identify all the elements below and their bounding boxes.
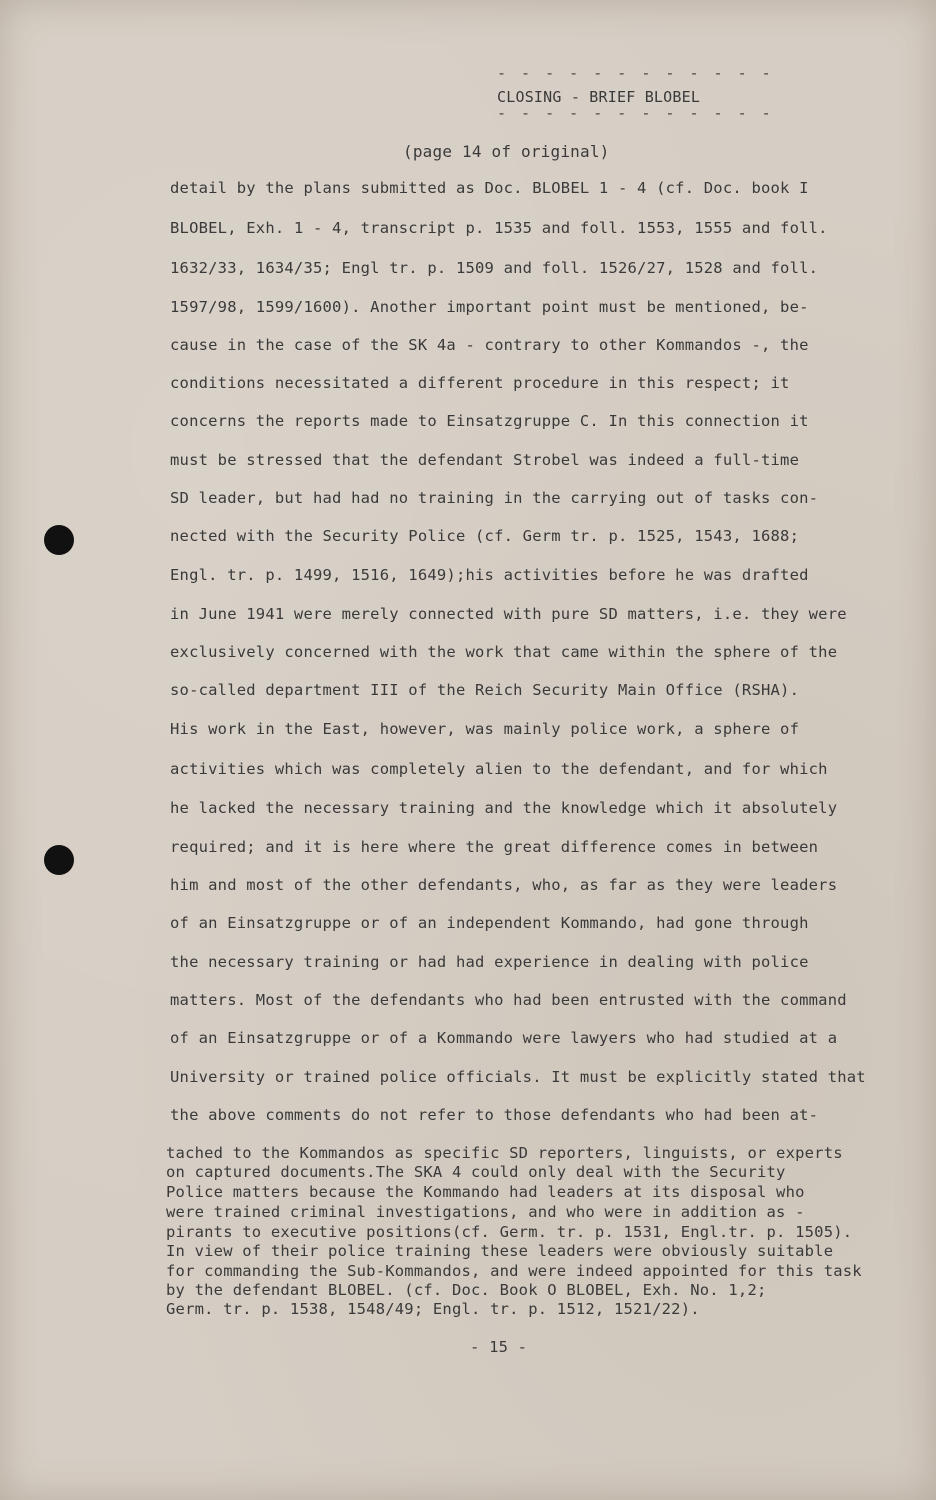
body-line: the necessary training or had had experience in dealing with police	[170, 953, 809, 971]
header-rule-top: - - - - - - - - - - - -	[497, 64, 774, 82]
body-line: were trained criminal investigations, and who were in addition as -	[166, 1203, 805, 1221]
document-title: CLOSING - BRIEF BLOBEL	[497, 88, 701, 106]
body-line: on captured documents.The SKA 4 could only deal with the Security	[166, 1163, 786, 1181]
body-line: the above comments do not refer to those defendants who had been at-	[170, 1106, 819, 1124]
body-line: concerns the reports made to Einsatzgruppe C. In this connection it	[170, 412, 809, 430]
body-line: pirants to executive positions(cf. Germ. tr. p. 1531, Engl.tr. p. 1505).	[166, 1223, 853, 1241]
body-line: matters. Most of the defendants who had been entrusted with the command	[170, 991, 847, 1009]
body-line: In view of their police training these leaders were obviously suitable	[166, 1242, 834, 1260]
punch-hole-bottom	[44, 845, 74, 875]
body-line: exclusively concerned with the work that came within the sphere of the	[170, 643, 838, 661]
body-line: required; and it is here where the great difference comes in between	[170, 838, 819, 856]
body-line: University or trained police officials. It must be explicitly stated that	[170, 1068, 866, 1086]
body-line: in June 1941 were merely connected with pure SD matters, i.e. they were	[170, 605, 847, 623]
body-line: of an Einsatzgruppe or of a Kommando were lawyers who had studied at a	[170, 1029, 838, 1047]
body-line: activities which was completely alien to the defendant, and for which	[170, 760, 828, 778]
body-line: detail by the plans submitted as Doc. BLOBEL 1 - 4 (cf. Doc. book I	[170, 179, 809, 197]
body-line: Germ. tr. p. 1538, 1548/49; Engl. tr. p. 1512, 1521/22).	[166, 1300, 700, 1318]
body-line: Police matters because the Kommando had leaders at its disposal who	[166, 1183, 805, 1201]
body-line: for commanding the Sub-Kommandos, and were indeed appointed for this task	[166, 1262, 862, 1280]
body-line: 1632/33, 1634/35; Engl tr. p. 1509 and foll. 1526/27, 1528 and foll.	[170, 259, 819, 277]
body-line: conditions necessitated a different procedure in this respect; it	[170, 374, 790, 392]
body-line: BLOBEL, Exh. 1 - 4, transcript p. 1535 and foll. 1553, 1555 and foll.	[170, 219, 828, 237]
body-line: him and most of the other defendants, who, as far as they were leaders	[170, 876, 838, 894]
header-rule-bottom: - - - - - - - - - - - -	[497, 104, 774, 122]
body-line: so-called department III of the Reich Security Main Office (RSHA).	[170, 681, 800, 699]
body-line: tached to the Kommandos as specific SD reporters, linguists, or experts	[166, 1144, 843, 1162]
body-line: by the defendant BLOBEL. (cf. Doc. Book O BLOBEL, Exh. No. 1,2;	[166, 1281, 767, 1299]
body-line: of an Einsatzgruppe or of an independent Kommando, had gone through	[170, 914, 809, 932]
body-line: SD leader, but had had no training in the carrying out of tasks con-	[170, 489, 819, 507]
body-line: 1597/98, 1599/1600). Another important point must be mentioned, be-	[170, 298, 809, 316]
body-line: Engl. tr. p. 1499, 1516, 1649);his activities before he was drafted	[170, 566, 809, 584]
body-line: cause in the case of the SK 4a - contrary to other Kommandos -, the	[170, 336, 809, 354]
body-line: he lacked the necessary training and the knowledge which it absolutely	[170, 799, 838, 817]
body-line: nected with the Security Police (cf. Germ tr. p. 1525, 1543, 1688;	[170, 527, 800, 545]
page-number: - 15 -	[470, 1338, 528, 1356]
body-line: must be stressed that the defendant Strobel was indeed a full-time	[170, 451, 800, 469]
punch-hole-top	[44, 525, 74, 555]
original-page-reference: (page 14 of original)	[403, 142, 610, 161]
body-line: His work in the East, however, was mainly police work, a sphere of	[170, 720, 800, 738]
